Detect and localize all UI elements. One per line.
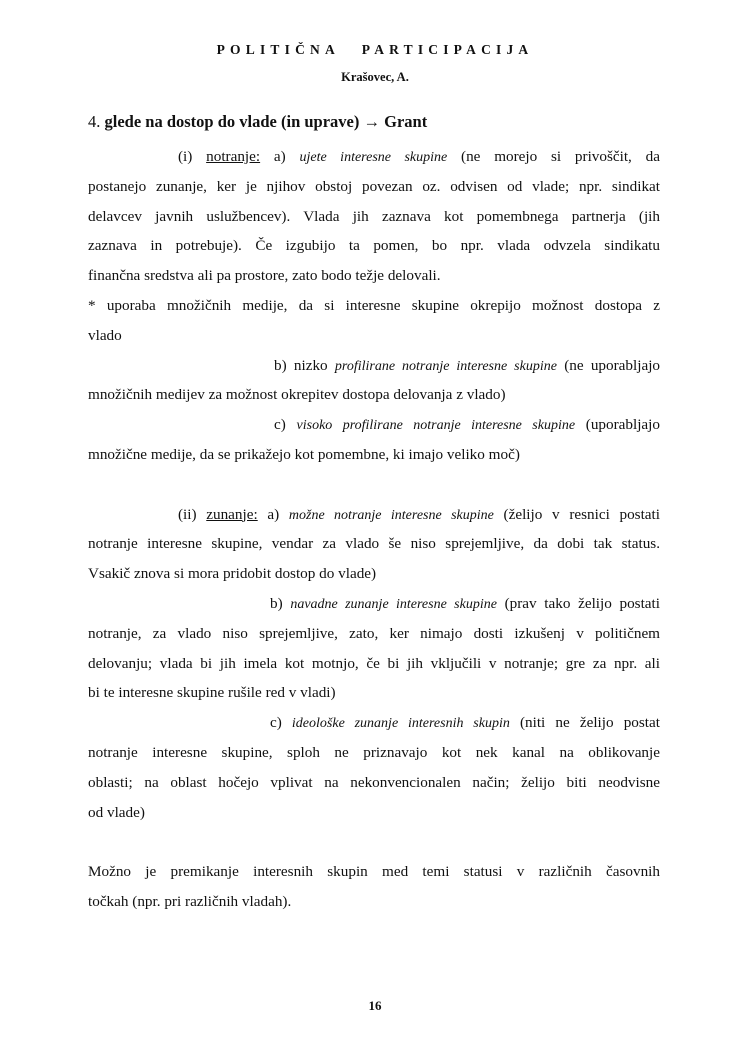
text-segment: (ne morejo si privoščit, da bbox=[447, 148, 660, 165]
text-line bbox=[88, 529, 660, 559]
italic-term: ideološke zunanje interesnih skupin bbox=[291, 716, 510, 732]
document-author: Krašovec, A. bbox=[341, 70, 409, 84]
text-line bbox=[88, 589, 660, 619]
text-segment: delovanju; vlada bi jih imela kot motnjo, če bi jih vključili v notranje; gre za npr. ali bbox=[88, 654, 660, 672]
italic-term: profilirane notranje interesne skupine bbox=[334, 358, 557, 374]
italic-term: ujete interesne skupine bbox=[299, 150, 448, 165]
text-line bbox=[88, 440, 660, 470]
text-segment: notranje, za vlado niso sprejemljive, zato, ker nimajo dosti izkušenj v političnem bbox=[88, 624, 660, 642]
text-line bbox=[88, 321, 660, 351]
text-segment: notranje interesne skupine, vendar za vlado še niso sprejemljive, da dobi tak status. bbox=[88, 535, 660, 553]
text-segment: a) bbox=[257, 505, 289, 523]
section-heading bbox=[88, 112, 427, 132]
text-segment: vlado bbox=[88, 326, 122, 344]
text-segment: delavcev javnih uslužbencev). Vlada jih zaznava kot pomembnega partnerja (jih bbox=[88, 207, 660, 225]
text-segment: b) nizko bbox=[274, 356, 335, 374]
text-line bbox=[88, 619, 660, 649]
text-segment: (ne uporabljajo bbox=[556, 356, 661, 374]
text-segment: finančna sredstva ali pa prostore, zato bodo težje delovali. bbox=[88, 267, 441, 285]
text-line bbox=[88, 857, 660, 887]
text-segment: notranje interesne skupine, sploh ne priznavajo kot nek kanal na oblikovanje bbox=[88, 743, 660, 761]
text-line bbox=[88, 202, 660, 232]
text-line bbox=[88, 231, 660, 261]
section-heading-text: glede na dostop do vlade (in uprave) bbox=[104, 112, 360, 131]
arrow-right-icon: → bbox=[363, 112, 380, 131]
text-line bbox=[88, 678, 660, 708]
text-segment: c) bbox=[270, 714, 292, 732]
text-line bbox=[88, 500, 660, 530]
text-segment: (prav tako želijo postati bbox=[496, 594, 660, 612]
text-line bbox=[88, 649, 660, 679]
text-segment: bi te interesne skupine rušile red v vladi) bbox=[88, 684, 336, 702]
text-line bbox=[88, 738, 660, 768]
underlined-label: zunanje: bbox=[206, 505, 258, 523]
document-body bbox=[88, 142, 660, 917]
text-line bbox=[88, 798, 660, 828]
text-segment: (želijo v resnici postati bbox=[493, 505, 660, 523]
blank-line bbox=[88, 470, 660, 500]
text-line bbox=[88, 142, 660, 172]
text-segment: Vsakič znova si mora pridobit dostop do vlade) bbox=[88, 565, 377, 583]
text-line bbox=[88, 351, 660, 381]
text-line bbox=[88, 708, 660, 738]
text-segment: c) bbox=[274, 416, 297, 434]
text-line bbox=[88, 768, 660, 798]
text-line bbox=[88, 410, 660, 440]
text-line bbox=[88, 887, 660, 917]
text-segment: množičnih medijev za možnost okrepitev dostopa delovanja z vlado) bbox=[88, 386, 506, 404]
section-number: 4. bbox=[88, 112, 101, 131]
section-heading-target: Grant bbox=[384, 112, 428, 131]
text-line bbox=[88, 559, 660, 589]
text-line bbox=[88, 261, 660, 291]
text-segment: Možno je premikanje interesnih skupin med temi statusi v različnih časovnih bbox=[88, 863, 660, 881]
page-number: 16 bbox=[368, 998, 382, 1013]
text-segment: (uporabljajo bbox=[575, 416, 660, 434]
text-segment: (i) bbox=[178, 148, 207, 165]
text-segment: b) bbox=[270, 594, 291, 612]
text-segment: oblasti; na oblast hočejo vplivat na nekonvencionalen način; želijo biti neodvisne bbox=[88, 773, 660, 791]
text-line bbox=[88, 172, 660, 202]
text-segment: točkah (npr. pri različnih vladah). bbox=[88, 892, 292, 910]
italic-term: visoko profilirane notranje interesne skupine bbox=[296, 418, 576, 434]
text-segment: (niti ne želijo postat bbox=[509, 714, 660, 732]
document-title: POLITIČNA PARTICIPACIJA bbox=[216, 42, 534, 57]
text-segment: od vlade) bbox=[88, 803, 145, 821]
italic-term: navadne zunanje interesne skupine bbox=[290, 596, 497, 612]
text-segment: zaznava in potrebuje). Če izgubijo ta pomen, bo npr. vlada odvzela sindikatu bbox=[88, 237, 660, 255]
text-segment: postanejo zunanje, ker je njihov obstoj povezan oz. odvisen od vlade; npr. sindikat bbox=[88, 177, 660, 195]
underlined-label: notranje: bbox=[206, 148, 261, 165]
text-segment: a) bbox=[260, 148, 300, 165]
italic-term: možne notranje interesne skupine bbox=[288, 507, 494, 523]
text-line bbox=[88, 291, 660, 321]
text-segment: * uporaba množičnih medije, da si interesne skupine okrepijo možnost dostopa z bbox=[88, 296, 660, 314]
text-line bbox=[88, 380, 660, 410]
blank-line bbox=[88, 827, 660, 857]
text-segment: množične medije, da se prikažejo kot pomembne, ki imajo veliko moč) bbox=[88, 445, 520, 463]
text-segment: (ii) bbox=[178, 505, 207, 523]
